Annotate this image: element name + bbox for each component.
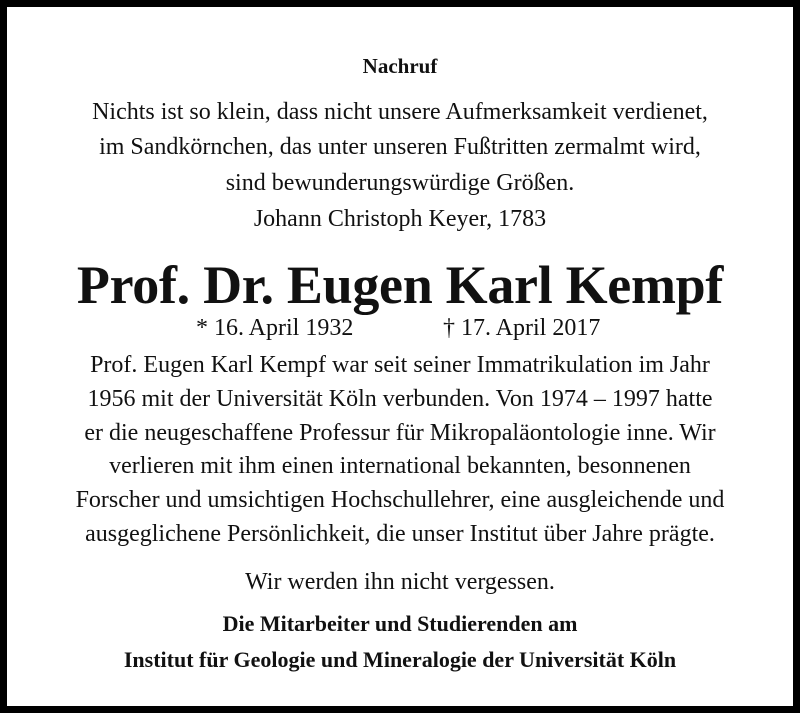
quote-line: Nichts ist so klein, dass nicht unsere Aufmerksamkeit verdienet,	[92, 99, 708, 125]
signature-institution: Institut für Geologie und Mineralogie der Universität Köln	[123, 647, 677, 672]
body-text-line: er die neugeschaffene Professur für Mikropaläontologie inne. Wir	[84, 420, 716, 446]
birth-date: * 16. April 1932	[196, 315, 354, 341]
body-text-line: Prof. Eugen Karl Kempf war seit seiner Immatrikulation im Jahr	[90, 352, 710, 378]
deceased-name: Prof. Dr. Eugen Karl Kempf	[76, 255, 724, 315]
closing-statement: Wir werden ihn nicht vergessen.	[245, 569, 555, 595]
body-text-line: verlieren mit ihm einen international bekannten, besonnenen	[109, 453, 691, 479]
quote-attribution: Johann Christoph Keyer, 1783	[253, 206, 547, 232]
death-date: † 17. April 2017	[443, 315, 601, 341]
signature-line: Die Mitarbeiter und Studierenden am	[222, 611, 578, 636]
body-text-line: ausgeglichene Persönlichkeit, die unser Institut über Jahre prägte.	[85, 521, 715, 547]
quote-line: im Sandkörnchen, das unter unseren Fußtritten zermalmt wird,	[99, 134, 701, 160]
body-text-line: Forscher und umsichtigen Hochschullehrer, eine ausgleichende und	[75, 487, 725, 513]
notice-heading: Nachruf	[362, 54, 438, 78]
body-text-line: 1956 mit der Universität Köln verbunden. Von 1974 – 1997 hatte	[87, 386, 713, 412]
quote-line: sind bewunderungswürdige Größen.	[225, 170, 575, 196]
